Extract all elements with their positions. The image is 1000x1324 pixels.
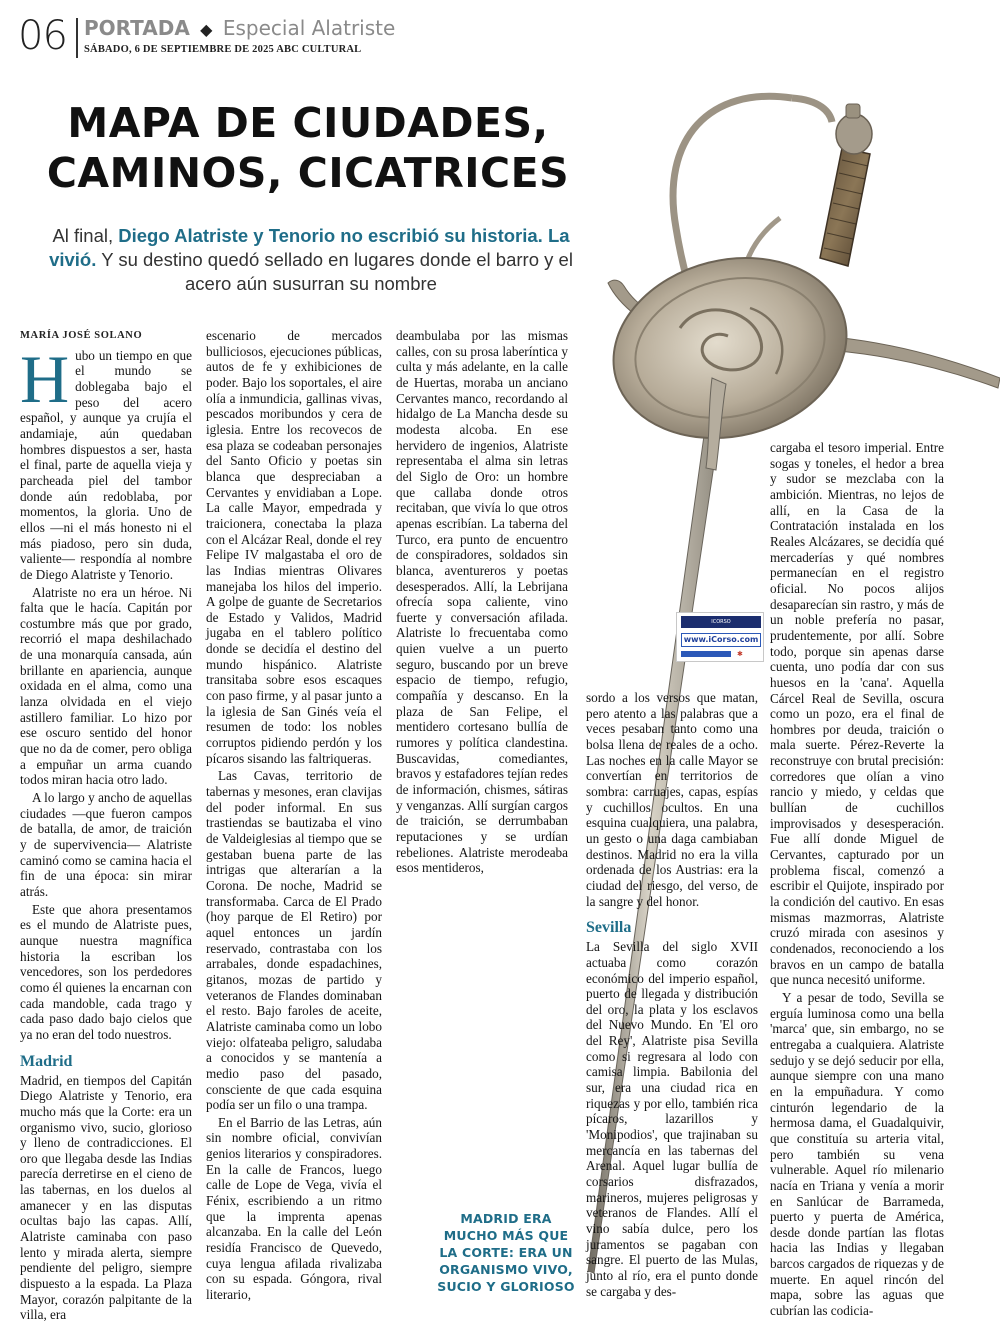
lead-paragraph-text: ubo un tiempo en que el mundo se doblegaba bajo el peso del acero español, y aunque ya crujía el andamiaje, aún quedaban hombres dispuestos a ser, hasta el final, parte de aquella vieja y parcheada piel del tambor donde aún redoblaba, por momentos, la gloria. Uno de ellos —ni el más honesto ni el más piadoso, pero sin duda, valiente— respondía al nombre de Diego Alatriste y Tenorio. [20, 347, 192, 582]
paragraph: En el Barrio de las Letras, aún sin nombre oficial, convivían genios literarios y conspiradores. En la calle de Francos, luego calle de Lope de Vega, vivía el Fénix, escribiendo a un ritmo que la imprenta apenas alcanzaba. En la calle del León residía Francisco de Quevedo, cuya lengua afilada rivalizaba con su espada. Góngora, rival literario, [206, 1114, 382, 1303]
paragraph: A lo largo y ancho de aquellas ciudades —que fueron campos de batalla, de amor, de traición y de supervivencia— Alatriste caminó como se camina hacia el fin de una época: sin mirar atrás. [20, 790, 192, 899]
diamond-icon: ◆ [200, 20, 213, 39]
byline: MARÍA JOSÉ SOLANO [20, 330, 143, 341]
section-heading-sevilla: Sevilla [586, 919, 632, 937]
watermark-url: www.iCorso.com [681, 633, 761, 647]
article-column-5 [770, 440, 944, 1319]
subsection-name: Especial Alatriste [222, 16, 396, 40]
paragraph: Y a pesar de todo, Sevilla se erguía luminosa como una bella 'marca' que, sin embargo, no se entregaba a cualquiera. Alatriste sedujo y se dejó seducir por ella, aunque siempre con una mano en la empuñadura. Y como cinturón legendario de la hermosa dama, el Guadalquivir, que constituía su arteria vital, pero también su vena vulnerable. Aquel río milenario nacía en Triana y venía a morir en Sanlúcar de Barrameda, puerto y puerta de América, desde donde partían las flotas hacia las Indias y llegaban barcos cargados de riquezas y de muerte. En aquel rincón del mapa, sobre las aguas que cubrían las codicia- [770, 989, 944, 1319]
article-column-3 [396, 328, 568, 876]
paragraph: Las Cavas, territorio de tabernas y mesones, eran clavijas del poder informal. En sus trastiendas se bautizaba el vino de Valdeiglesias al tiempo que se gestaban buena parte de las intrigas que alterarían a la Corona. De noche, Madrid se transformaba. Carca de El Prado (hoy parque de El Retiro) por aquel entonces un jardín reservado, contrastaba con los arrabales, donde espadachines, gitanos, mozas de partido y veteranos de Flandes dominaban el resto. Bajo faroles de aceite, Alatriste caminaba como un lobo viejo: olfateaba peligro, saludaba a conocidos y se mantenía a medio paso del pasado, consciente de que cada esquina podía ser un filo o una trampa. [206, 768, 382, 1113]
subtitle-rest: Y su destino quedó sellado en lugares donde el barro y el acero aún susurran su nombre [101, 249, 573, 294]
title-line-1: MAPA DE CIUDADES, [67, 99, 549, 147]
section-label [84, 16, 395, 40]
pull-quote: MADRID ERA MUCHO MÁS QUE LA CORTE: ERA UN ORGANISMO VIVO, SUCIO Y GLORIOSO [437, 1211, 575, 1294]
section-heading-madrid: Madrid [20, 1052, 73, 1070]
page-header [18, 14, 982, 60]
article-column-4 [586, 690, 758, 1299]
subtitle-lead: Al final, [52, 225, 114, 246]
article-column-1 [20, 328, 192, 1323]
watermark-footer [681, 650, 761, 659]
paragraph: escenario de mercados bulliciosos, ejecuciones públicas, autos de fe y exhibiciones de poder. Bajo los soportales, el aire olía a inmundicia, gallinas vivas, pescados moribundos y cera de iglesia. Entre los recovecos de esa plaza se codeaban personajes del Santo Oficio y poetas sin blanca que despreciaban a Cervantes y envidiaban a Lope. La calle Mayor, empedrada y traicionera, conectaba la plaza con el Alcázar Real, donde el rey Felipe IV malgastaba el oro de las Indias mientras Olivares manejaba los hilos del imperio. A golpe de guante de Secretarios de Estado y Validos, Madrid jugaba en el tablero político donde se decidía el destino del mundo hispánico. Alatriste transitaba sobre esos escaques con paso firme, y al pasar junto a la iglesia de San Ginés veía el resumen de todo: los nobles corruptos pidiendo perdón y los pícaros sisando las faltriqueras. [206, 328, 382, 766]
drop-cap: H [20, 340, 70, 417]
watermark-bar [681, 651, 731, 657]
watermark-banner: ICORSO [681, 616, 761, 628]
article-subtitle [36, 224, 586, 296]
paragraph: Madrid, en tiempos del Capitán Diego Alatriste y Tenorio, era mucho más que la Corte: era un organismo vivo, sucio, glorioso y lleno de contradicciones. El oro que llegaba desde las Indias parecía derretirse en el cieno de las tabernas, en los duelos al amanecer y en las disputas ocultas bajo las capas. Allí, Alatriste caminaba con paso lento y mirada alerta, siempre pendiente del peligro, siempre dispuesto a la espada. La Plaza Mayor, corazón palpitante de la villa, era [20, 1072, 192, 1323]
watermark [676, 612, 764, 662]
dateline: SÁBADO, 6 DE SEPTIEMBRE DE 2025 ABC CULTURAL [84, 44, 362, 55]
watermark-logo-icon: ✱ [737, 650, 743, 658]
page-number: 06 [18, 13, 67, 59]
paragraph: Este que ahora presentamos es el mundo de Alatriste pues, aunque nuestra magnífica historia la escriban los vencedores, son los perdedores como él quienes la encarnan con cada mandoble, cada trago y cada paso dado bajo cielos que ya no eran del todo nuestros. [20, 901, 192, 1042]
paragraph: cargaba el tesoro imperial. Entre sogas y toneles, el hedor a brea y sudor se mezclaba con la ambición. Mientras, no lejos de allí, en la Casa de la Contratación instalada en los Reales Alcázares, se decidía qué mercaderías y qué nombres permanecían en el registro oficial. No pocos alijos desaparecían sin rastro, y más de un noble prefería no pasar, prudentemente, por allí. Sobre todo, porque sin apenas darse cuenta, uno podía dar con sus huesos en la 'cana'. Aquella Cárcel Real de Sevilla, oscura como un pozo, era el final de hombres por deuda, traición o mala suerte. Pérez-Reverte la reconstruye con brutal precisión: corredores que olían a vino rancio y miedo, y celdas que bullían de cuchillos improvisados y desesperación. Fue allí donde Miguel de Cervantes, capturado por un problema fiscal, comenzó a escribir el Quijote, inspirado por la condición del cautivo. En esas mismas mazmorras, Alatriste cruzó mirada con asesinos y condenados, reconociendo a los bravos en un campo de batalla que nunca necesitó uniforme. [770, 440, 944, 988]
header-divider [76, 18, 78, 58]
article-column-2 [206, 328, 382, 1303]
article-title [38, 98, 578, 198]
subtitle-highlight: Diego Alatriste y Tenorio no escribió su historia. La vivió. [49, 225, 570, 270]
paragraph: La Sevilla del siglo XVII actuaba como corazón económico del imperio español, puerto de llegada y distribución del oro, la plata y los esclavos del Nuevo Mundo. En 'El oro del Rey', Alatriste pisa Sevilla como si regresara al lodo con camisa limpia. Babilonia del sur, era una ciudad rica en riquezas y por ello, también rica pícaros, lazarillos y 'Monipodios', que trajinaban su mercancía en las tabernas del Arenal. Aquel lugar bullía de corsarios disfrazados, marineros, mujeres peligrosas y veteranos de Flandes. Allí el vino sabía dulce, pero los juramentos se pagaban con sangre. El puerto de las Mulas, junto al río, era el punto donde se cargaba y des- [586, 939, 758, 1299]
title-line-2: CAMINOS, CICATRICES [46, 149, 570, 197]
paragraph: deambulaba por las mismas calles, con su prosa laberíntica y culta y más adelante, en la calle de Huertas, moraba un anciano Cervantes manco, recordando al hidalgo de La Mancha desde su modesta alcoba. En ese hervidero de ingenios, Alatriste representaba el alma sin letras del Siglo de Oro: un hombre que callaba donde otros recitaban, que vivía lo que otros apenas escribían. La taberna del Turco, era punto de encuentro de conspiradores, soldados sin blanca, aventureros y poetas desesperados. Allí, la Lebrijana ofrecía sopa caliente, vino fuerte y conversación afilada. Alatriste lo frecuentaba como quien vuelve a un puerto seguro, buscando por un breve espacio de tiempo, refugio, compañía y descanso. En la plaza de San Felipe, el mentidero cortesano bullía de rumores y política clandestina. Buscavidas, comediantes, bravos y estafadores tejían redes de información, chismes, sátiras y venganzas. Allí surgían cargos de traición, se derrumbaban reputaciones y se urdían rebeliones. Alatriste merodeaba esos mentideros, [396, 328, 568, 876]
section-name: PORTADA [84, 16, 190, 40]
paragraph: Alatriste no era un héroe. Ni falta que le hacía. Capitán por costumbre más que por grado, recorrió el mapa deshilachado de una monarquía cansada, aún brillante en apariencia, aunque oxidada en el alma, como una lanza olvidada en el viejo astillero familiar. Lo hizo por ese oscuro sentido del honor que no da de comer, pero obliga a empuñar un arma cuando todos miran hacia otro lado. [20, 584, 192, 788]
lead-paragraph [20, 340, 192, 583]
paragraph: sordo a los versos que matan, pero atento a las palabras que a veces pesaban tanto como una bolsa llena de reales de a ocho. Las noches en la calle Mayor se convertían en territorios de sombra: carruajes, capas, espías y cuchillos ocultos. En una esquina cualquiera, una palabra, un gesto o una daga cambiaban destinos. Madrid no era la villa ordenada de los Austrias: era la ciudad del riesgo, del verso, de la sangre y del honor. [586, 690, 758, 909]
